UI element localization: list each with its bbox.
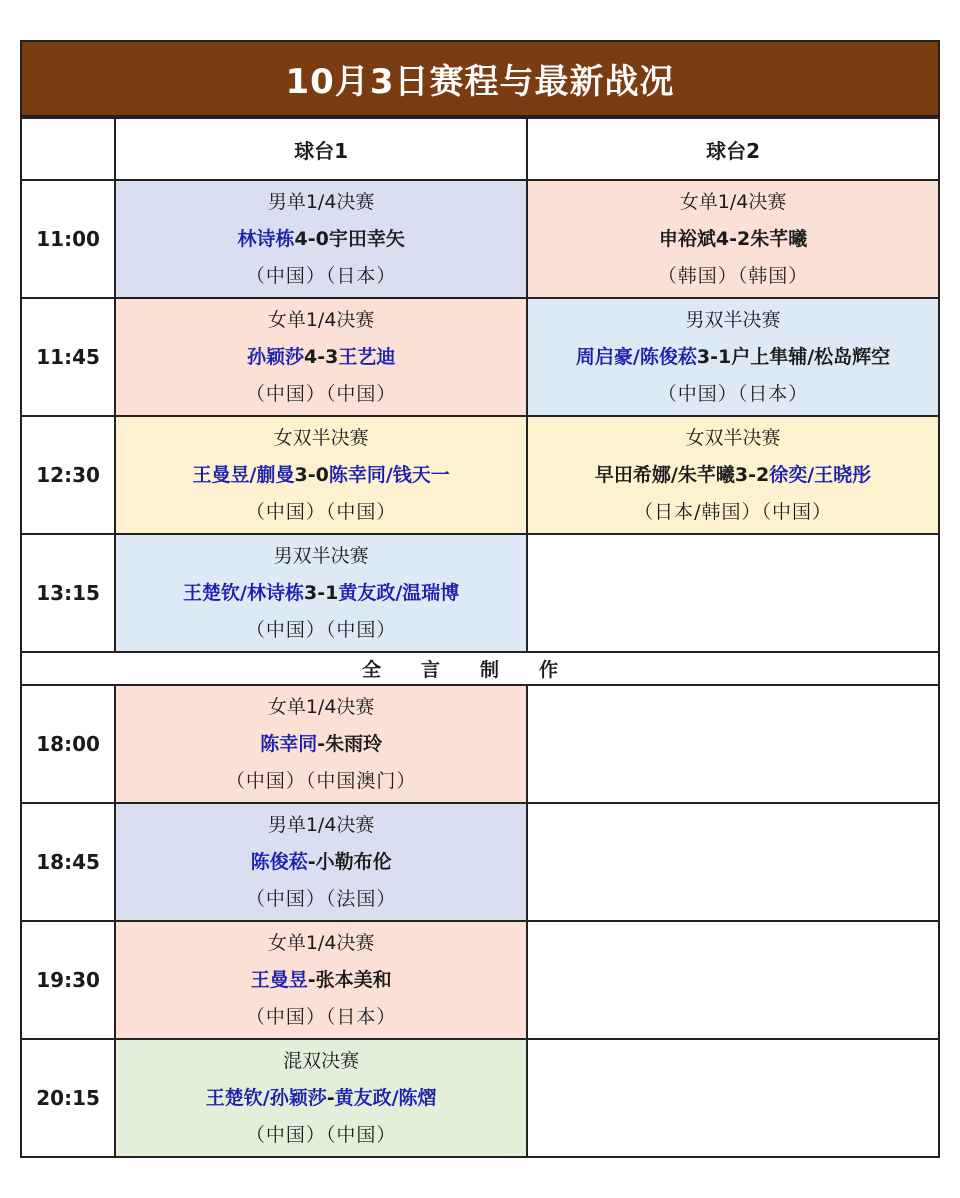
- page-title: 10月3日赛程与最新战况: [20, 40, 940, 117]
- match-cell: [527, 298, 939, 416]
- nations-label: （中国）（日本）: [245, 265, 397, 287]
- team-b: 小勒布伦: [315, 851, 392, 873]
- stage-label: 女双半决赛: [273, 427, 369, 449]
- nations-label: （日本/韩国）（中国）: [634, 501, 832, 523]
- stage-label: 混双决赛: [283, 1050, 360, 1072]
- match-result: [116, 729, 526, 759]
- match-row: [21, 1039, 939, 1157]
- nations-label: （中国）（中国）: [245, 383, 397, 405]
- team-b: 陈幸同/钱天一: [328, 464, 450, 486]
- score: -: [317, 733, 326, 755]
- score: 3-2: [734, 464, 770, 486]
- team-b: 户上隼辅/松岛辉空: [731, 346, 891, 368]
- team-b: 朱芊曦: [750, 228, 808, 250]
- time-cell: 18:00: [21, 685, 115, 803]
- match-cell: [115, 685, 527, 803]
- score: 3-1: [303, 582, 339, 604]
- time-cell: 18:45: [21, 803, 115, 921]
- team-b: 张本美和: [315, 969, 392, 991]
- team-b: 宇田幸矢: [328, 228, 405, 250]
- match-result: [116, 224, 526, 254]
- table1-header: 球台1: [115, 118, 527, 180]
- empty-cell: [527, 1039, 939, 1157]
- match-cell: [115, 921, 527, 1039]
- score: 4-3: [303, 346, 339, 368]
- team-b: 黄友政/温瑞博: [338, 582, 460, 604]
- match-row: [21, 685, 939, 803]
- nations-label: （中国）（中国）: [245, 1124, 397, 1146]
- match-result: [116, 578, 526, 608]
- team-a: 王楚钦/林诗栋: [183, 582, 304, 604]
- match-cell: [115, 1039, 527, 1157]
- nations-label: （中国）（中国）: [245, 501, 397, 523]
- time-cell: 11:00: [21, 180, 115, 298]
- team-b: 朱雨玲: [325, 733, 383, 755]
- empty-cell: [527, 921, 939, 1039]
- score: -: [307, 851, 316, 873]
- nations-label: （中国）（中国）: [245, 619, 397, 641]
- match-cell: [115, 180, 527, 298]
- match-result: [528, 342, 938, 372]
- stage-label: 男单1/4决赛: [267, 814, 375, 836]
- time-cell: 13:15: [21, 534, 115, 652]
- team-a: 孙颖莎: [246, 346, 304, 368]
- match-row: [21, 803, 939, 921]
- schedule-sheet: [20, 40, 940, 1158]
- stage-label: 女双半决赛: [685, 427, 781, 449]
- stage-label: 女单1/4决赛: [679, 191, 787, 213]
- match-row: [21, 534, 939, 652]
- stage-label: 男双半决赛: [685, 309, 781, 331]
- time-cell: 19:30: [21, 921, 115, 1039]
- credit-label: 全言制作: [21, 652, 939, 685]
- match-result: [116, 847, 526, 877]
- credit-row: [21, 652, 939, 685]
- nations-label: （中国）（日本）: [657, 383, 809, 405]
- team-b: 黄友政/陈熠: [334, 1087, 437, 1109]
- team-b: 王艺迪: [338, 346, 396, 368]
- score: 3-1: [696, 346, 732, 368]
- team-a: 王曼昱/蒯曼: [192, 464, 295, 486]
- match-result: [528, 224, 938, 254]
- nations-label: （韩国）（韩国）: [657, 265, 809, 287]
- empty-cell: [527, 534, 939, 652]
- stage-label: 女单1/4决赛: [267, 696, 375, 718]
- time-cell: 11:45: [21, 298, 115, 416]
- team-a: 周启豪/陈俊菘: [575, 346, 697, 368]
- schedule-table: [20, 117, 940, 1158]
- team-a: 早田希娜/朱芊曦: [594, 464, 735, 486]
- empty-cell: [527, 685, 939, 803]
- score: 4-2: [715, 228, 751, 250]
- time-cell: 20:15: [21, 1039, 115, 1157]
- stage-label: 女单1/4决赛: [267, 932, 375, 954]
- match-cell: [115, 803, 527, 921]
- team-a: 陈幸同: [260, 733, 318, 755]
- stage-label: 男单1/4决赛: [267, 191, 375, 213]
- team-b: 徐奕/王晓彤: [769, 464, 872, 486]
- time-header: [21, 118, 115, 180]
- match-result: [116, 460, 526, 490]
- match-row: [21, 298, 939, 416]
- match-result: [116, 342, 526, 372]
- time-cell: 12:30: [21, 416, 115, 534]
- team-a: 申裕斌: [658, 228, 716, 250]
- match-cell: [527, 180, 939, 298]
- score: -: [326, 1087, 335, 1109]
- team-a: 王曼昱: [250, 969, 308, 991]
- score: -: [307, 969, 316, 991]
- score: 4-0: [294, 228, 329, 250]
- team-a: 王楚钦/孙颖莎: [205, 1087, 327, 1109]
- match-result: [528, 460, 938, 490]
- match-result: [116, 1083, 526, 1113]
- match-result: [116, 965, 526, 995]
- nations-label: （中国）（日本）: [245, 1006, 397, 1028]
- team-a: 陈俊菘: [250, 851, 308, 873]
- match-cell: [115, 298, 527, 416]
- match-cell: [115, 416, 527, 534]
- stage-label: 女单1/4决赛: [267, 309, 375, 331]
- header-row: [21, 118, 939, 180]
- match-cell: [115, 534, 527, 652]
- match-row: [21, 180, 939, 298]
- match-row: [21, 416, 939, 534]
- score: 3-0: [294, 464, 329, 486]
- match-cell: [527, 416, 939, 534]
- table2-header: 球台2: [527, 118, 939, 180]
- empty-cell: [527, 803, 939, 921]
- nations-label: （中国）（法国）: [245, 888, 397, 910]
- stage-label: 男双半决赛: [273, 545, 369, 567]
- team-a: 林诗栋: [237, 228, 295, 250]
- match-row: [21, 921, 939, 1039]
- nations-label: （中国）（中国澳门）: [225, 770, 417, 792]
